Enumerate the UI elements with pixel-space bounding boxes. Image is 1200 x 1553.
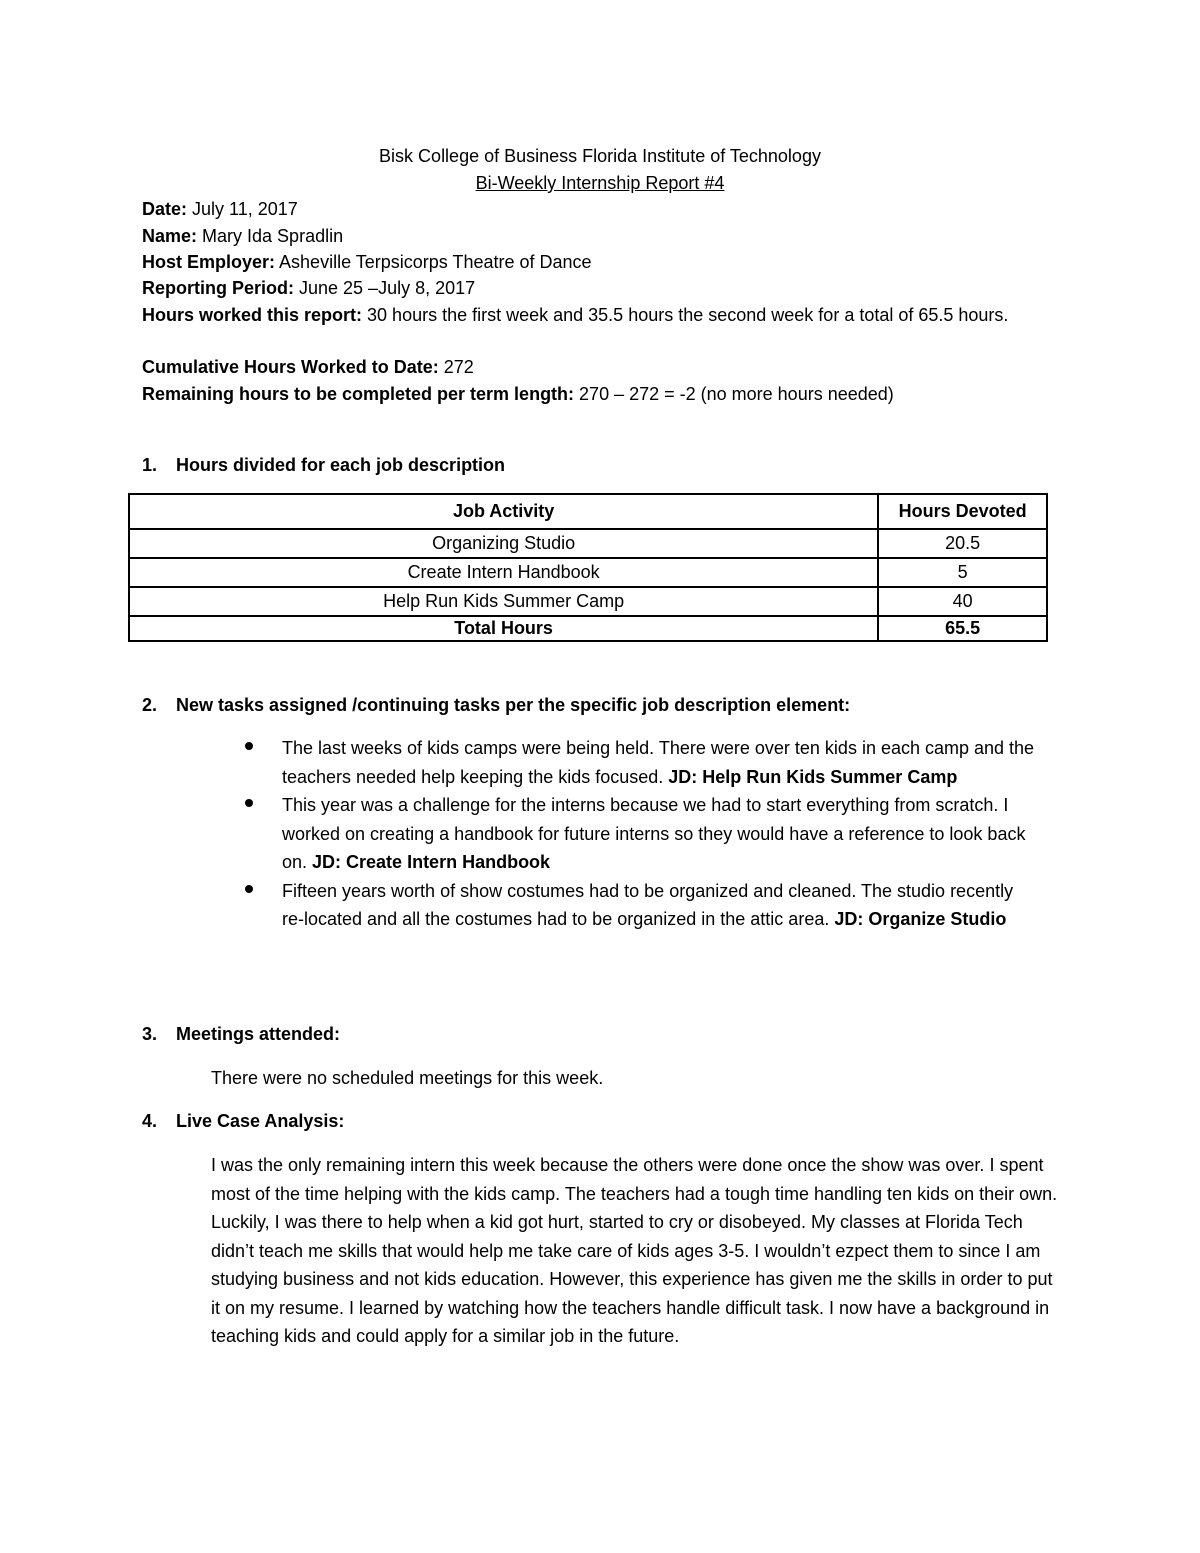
bullet-jd: JD: Help Run Kids Summer Camp	[668, 766, 958, 787]
table-cell-activity: Help Run Kids Summer Camp	[129, 587, 878, 616]
section-2-number: 2.	[142, 695, 158, 715]
table-row	[129, 587, 1047, 616]
bullet-text: The last weeks of kids camps were being held. There were over ten kids in each camp and the teachers needed help keeping the kids focused.	[282, 738, 1035, 787]
table-cell-hours: 20.5	[878, 529, 1047, 558]
bullet-jd: JD: Organize Studio	[834, 909, 1007, 929]
bullet-icon	[245, 799, 253, 807]
period-label: Reporting Period:	[142, 278, 294, 298]
cumulative-value: 272	[438, 357, 474, 377]
hours-field	[142, 302, 1047, 328]
employer-value: Asheville Terpsicorps Theatre of Dance	[275, 252, 592, 272]
list-item	[245, 877, 1035, 934]
name-value: Mary Ida Spradlin	[197, 226, 344, 246]
table-total-label: Total Hours	[129, 616, 878, 641]
date-field	[142, 196, 1062, 222]
remaining-field	[142, 381, 1062, 407]
table-cell-hours: 40	[878, 587, 1047, 616]
date-value: July 11, 2017	[187, 199, 298, 219]
table-header-activity: Job Activity	[129, 494, 878, 529]
report-title: Bi-Weekly Internship Report #4	[475, 173, 725, 193]
table-header-row	[129, 494, 1047, 529]
section-4-title: Live Case Analysis:	[176, 1111, 345, 1131]
period-value: June 25 –July 8, 2017	[294, 278, 476, 298]
cumulative-label: Cumulative Hours Worked to Date:	[142, 357, 439, 377]
table-row	[129, 529, 1047, 558]
employer-label: Host Employer:	[142, 252, 276, 272]
section-2-title: New tasks assigned /continuing tasks per the specific job description element:	[176, 695, 851, 715]
case-analysis-text: I was the only remaining intern this week because the others were done once the show was over. I spent most of the time helping with the kids camp. The teachers had a tough time handling ten kids on their own. Luckily, I was there to help when a kid got hurt, started to cry or disobeyed. My classes at Florida Tech didn’t teach me skills that would help me take care of kids ages 3-5. I wouldn’t ezpect them to since I am studying business and not kids education. However, this experience has given me the skills in order to put it on my resume. I learned by watching how the teachers handle difficult task. I now have a background in teaching kids and could apply for a similar job in the future.	[211, 1155, 1058, 1346]
section-3-heading	[142, 1021, 341, 1047]
name-label: Name:	[142, 226, 198, 246]
list-item	[245, 734, 1035, 791]
hours-label: Hours worked this report:	[142, 305, 363, 325]
section-1-number: 1.	[142, 455, 158, 475]
section-1-title: Hours divided for each job description	[176, 455, 506, 475]
section-3-title: Meetings attended:	[176, 1024, 341, 1044]
table-cell-activity: Organizing Studio	[129, 529, 878, 558]
bullet-jd: JD: Create Intern Handbook	[312, 852, 551, 872]
section-4-heading	[142, 1108, 345, 1134]
bullet-icon	[245, 885, 253, 893]
bullet-icon	[245, 742, 253, 750]
date-label: Date:	[142, 199, 188, 219]
task-bullet-list	[245, 734, 1035, 934]
employer-field	[142, 249, 1062, 275]
remaining-label: Remaining hours to be completed per term length:	[142, 384, 575, 404]
meetings-text: There were no scheduled meetings for this week.	[211, 1068, 604, 1088]
hours-table	[128, 493, 1048, 642]
section-2-heading	[142, 692, 851, 718]
hours-value: 30 hours the first week and 35.5 hours the second week for a total of 65.5 hours.	[362, 305, 1009, 325]
bullet-text: Fifteen years worth of show costumes had to be organized and cleaned. The studio recently re-located and all the costumes had to be organized in the attic area.	[282, 880, 1014, 929]
name-field	[142, 223, 1062, 249]
section-3-number: 3.	[142, 1024, 158, 1044]
institution-title: Bisk College of Business Florida Institute of Technology	[379, 146, 821, 166]
table-header-hours: Hours Devoted	[878, 494, 1047, 529]
section-4-number: 4.	[142, 1111, 158, 1131]
period-field	[142, 275, 1062, 301]
table-row	[129, 558, 1047, 587]
section-1-heading	[142, 452, 506, 478]
bullet-text: This year was a challenge for the interns because we had to start everything from scratch. I worked on creating a handbook for future interns so they would have a reference to look back on.	[282, 795, 1026, 872]
remaining-value: 270 – 272 = -2 (no more hours needed)	[574, 384, 894, 404]
cumulative-field	[142, 354, 1062, 380]
list-item	[245, 791, 1035, 877]
table-cell-hours: 5	[878, 558, 1047, 587]
table-cell-activity: Create Intern Handbook	[129, 558, 878, 587]
table-total-value: 65.5	[878, 616, 1047, 641]
table-total-row	[129, 616, 1047, 641]
